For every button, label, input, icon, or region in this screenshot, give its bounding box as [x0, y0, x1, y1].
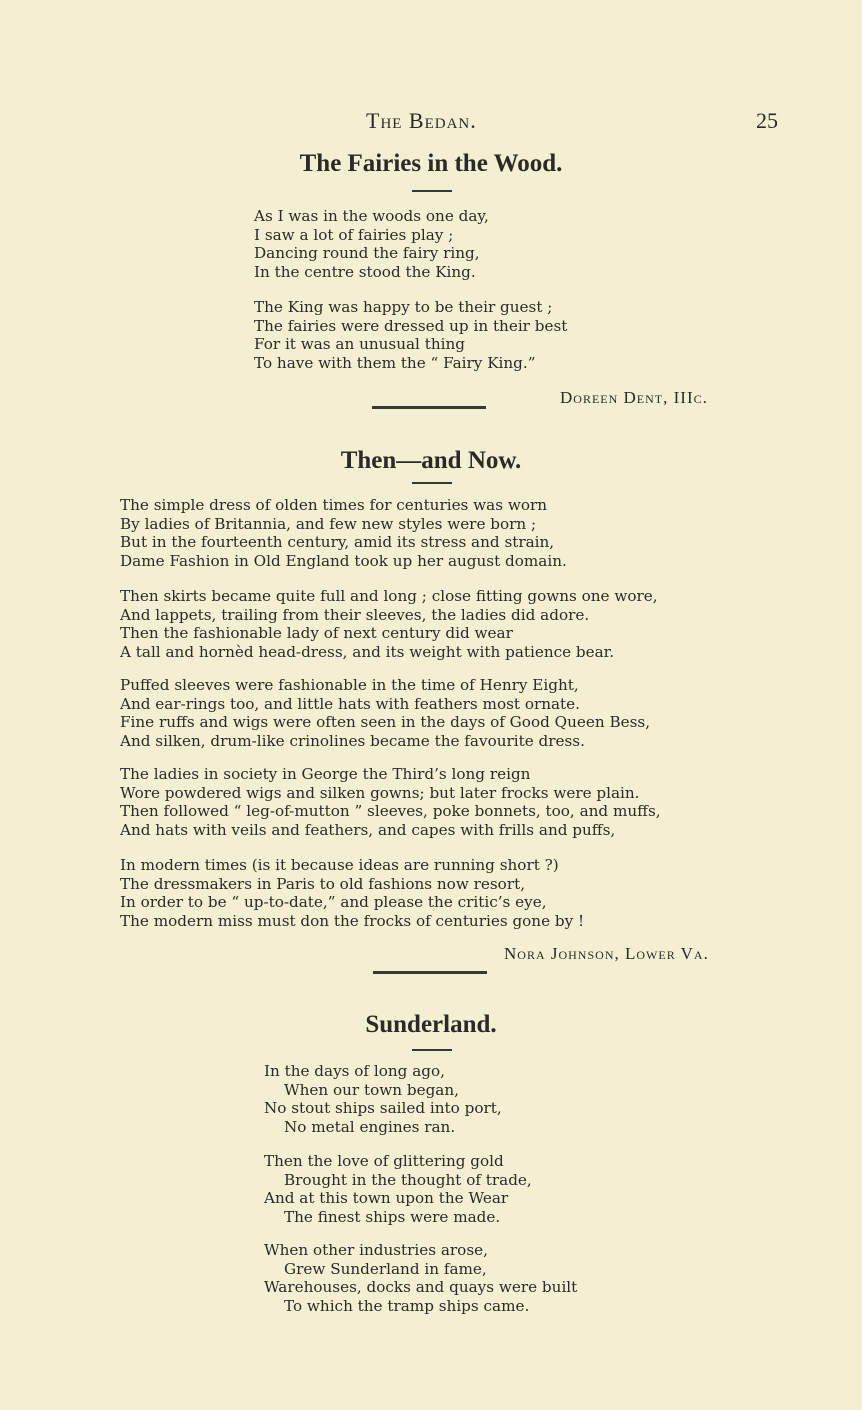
stanza: [120, 496, 567, 571]
verse-line: The ladies in society in George the Third’s long reign: [120, 765, 531, 783]
verse-line: The modern miss must don the frocks of centuries gone by !: [120, 912, 585, 931]
author-signature: Nora Johnson, Lower Va.: [504, 944, 709, 963]
verse-line: I saw a lot of fairies play ;: [254, 225, 454, 244]
verse-line: Dame Fashion in Old England took up her august domain.: [120, 552, 567, 571]
verse-line: The finest ships were made.: [284, 1208, 501, 1227]
stanza: [120, 856, 584, 931]
stanza: [264, 1241, 577, 1316]
running-title: The Bedan.: [366, 108, 477, 133]
stanza: [254, 298, 567, 373]
verse-line: Dancing round the fairy ring,: [254, 244, 480, 263]
title-rule: [412, 1049, 452, 1051]
verse-line: The fairies were dressed up in their best: [254, 316, 568, 335]
verse-line: In the days of long ago,: [264, 1062, 445, 1080]
stanza: [254, 207, 489, 282]
stanza: [120, 765, 661, 840]
verse-line: No stout ships sailed into port,: [264, 1099, 502, 1118]
verse-line: Fine ruffs and wigs were often seen in the days of Good Queen Bess,: [120, 713, 651, 732]
verse-line: Then followed “ leg-of-mutton ” sleeves, poke bonnets, too, and muffs,: [120, 802, 661, 821]
verse-line: Brought in the thought of trade,: [284, 1170, 532, 1189]
page-number: 25: [756, 108, 778, 133]
verse-line: Then the fashionable lady of next century did wear: [120, 624, 513, 643]
verse-line: And hats with veils and feathers, and capes with frills and puffs,: [120, 821, 616, 840]
poem-title-fairies: The Fairies in the Wood.: [299, 150, 563, 177]
verse-line: In order to be “ up-to-date,” and please the critic’s eye,: [120, 893, 547, 912]
stanza: [120, 676, 650, 751]
verse-line: And lappets, trailing from their sleeves, the ladies did adore.: [120, 605, 590, 624]
verse-line: For it was an unusual thing: [254, 335, 465, 354]
verse-line: Grew Sunderland in fame,: [284, 1259, 487, 1278]
verse-line: A tall and hornèd head-dress, and its weight with patience bear.: [120, 643, 615, 662]
verse-line: Wore powdered wigs and silken gowns; but later frocks were plain.: [120, 783, 640, 802]
verse-line: When our town began,: [284, 1080, 459, 1099]
verse-line: In the centre stood the King.: [254, 263, 476, 282]
poem-title-sunderland: Sunderland.: [365, 1011, 497, 1038]
verse-line: Then the love of glittering gold: [264, 1152, 504, 1170]
verse-line: Then skirts became quite full and long ; close fitting gowns one wore,: [120, 587, 658, 605]
verse-line: The simple dress of olden times for centuries was worn: [120, 496, 548, 514]
poem-title-then-and-now: Then—and Now.: [340, 447, 522, 474]
verse-line: And at this town upon the Wear: [264, 1189, 509, 1208]
verse-line: To which the tramp ships came.: [284, 1297, 530, 1316]
verse-line: As I was in the woods one day,: [254, 207, 489, 225]
stanza: [264, 1062, 502, 1137]
verse-line: By ladies of Britannia, and few new styles were born ;: [120, 514, 537, 533]
verse-line: No metal engines ran.: [284, 1118, 456, 1137]
section-divider: [373, 971, 487, 974]
stanza: [120, 587, 658, 662]
section-divider: [372, 406, 486, 409]
verse-line: Warehouses, docks and quays were built: [264, 1278, 578, 1297]
verse-line: To have with them the “ Fairy King.”: [254, 354, 536, 373]
title-rule: [412, 482, 452, 484]
verse-line: But in the fourteenth century, amid its stress and strain,: [120, 533, 555, 552]
author-signature: Doreen Dent, IIIc.: [560, 388, 708, 407]
title-rule: [412, 190, 452, 192]
verse-line: The King was happy to be their guest ;: [254, 298, 553, 316]
verse-line: And ear-rings too, and little hats with feathers most ornate.: [120, 694, 580, 713]
verse-line: When other industries arose,: [264, 1241, 488, 1259]
verse-line: The dressmakers in Paris to old fashions now resort,: [120, 874, 526, 893]
stanza: [264, 1152, 532, 1227]
verse-line: And silken, drum-like crinolines became the favourite dress.: [120, 732, 585, 751]
running-header: [0, 108, 862, 136]
verse-line: Puffed sleeves were fashionable in the time of Henry Eight,: [120, 676, 579, 694]
verse-line: In modern times (is it because ideas are running short ?): [120, 856, 559, 874]
